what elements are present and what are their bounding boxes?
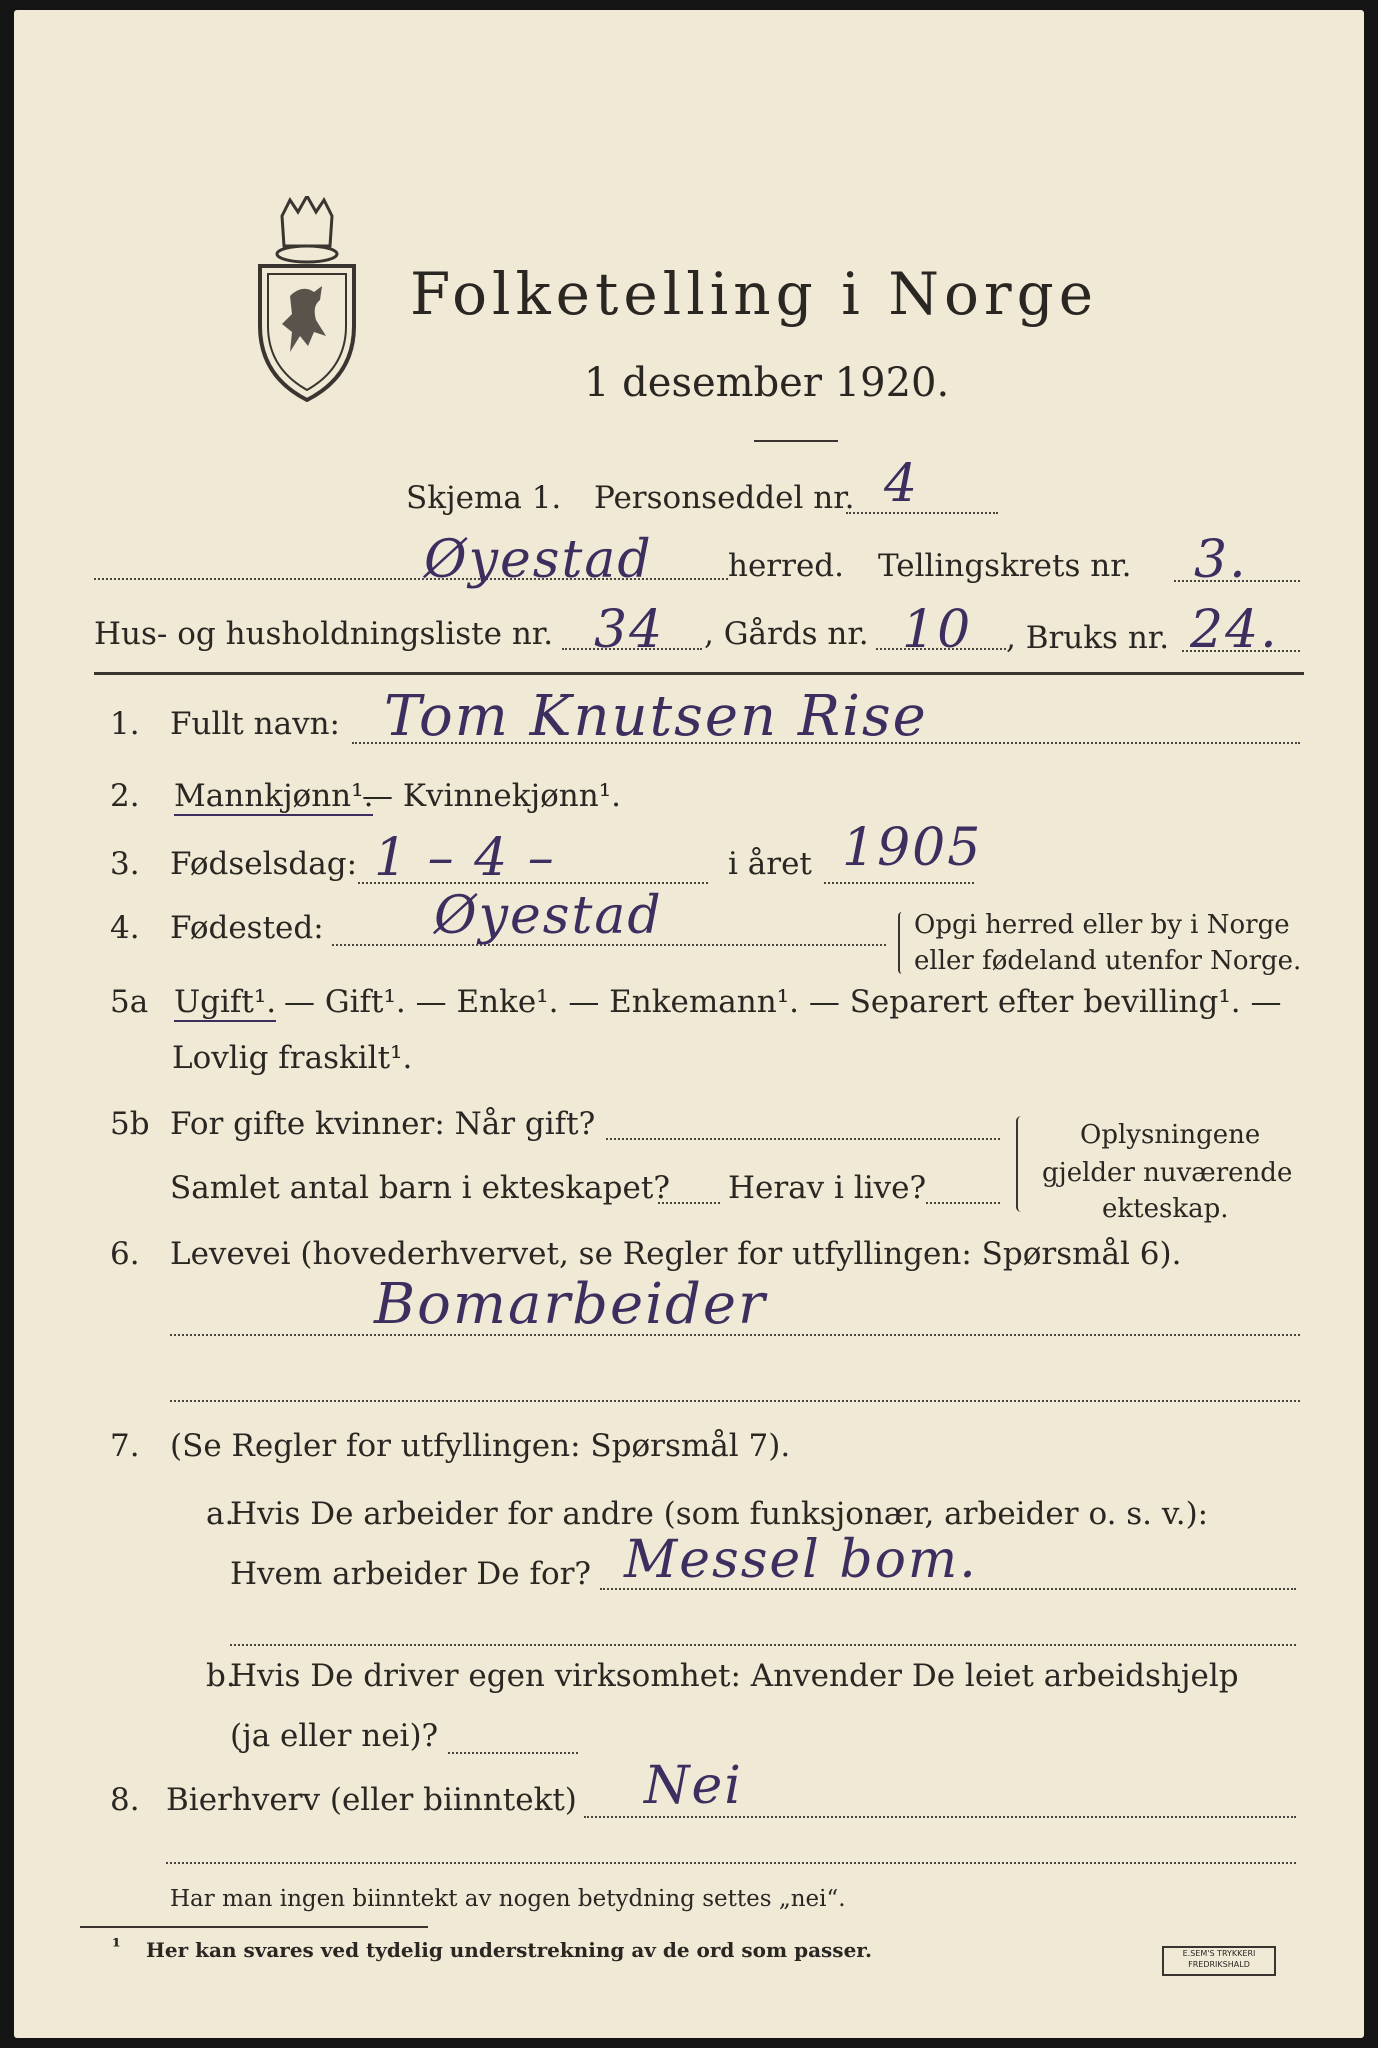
q8-label: Bierhverv (eller biinntekt): [166, 1782, 577, 1818]
census-date: 1 desember 1920.: [584, 360, 950, 406]
q1-label: Fullt navn:: [170, 706, 340, 742]
q6-field-2: [170, 1400, 1300, 1402]
q6-field-1: [170, 1334, 1300, 1336]
tellingskrets-value: 3.: [1194, 530, 1248, 590]
q7b-field: [448, 1752, 578, 1754]
q5b-note-line3: ekteskap.: [1102, 1194, 1229, 1224]
herred-label: herred.: [728, 548, 844, 584]
q8-field: [584, 1816, 1296, 1818]
hus-label: Hus- og husholdningsliste nr.: [94, 616, 554, 652]
q7a-field-2: [230, 1644, 1296, 1646]
bruks-label: , Bruks nr.: [1006, 620, 1170, 656]
q1-value: Tom Knutsen Rise: [384, 684, 928, 749]
printer-stamp: [1162, 1946, 1276, 1976]
gards-label: , Gårds nr.: [704, 616, 869, 652]
q4-note-bracket: [898, 912, 906, 974]
footnote-text: Her kan svares ved tydelig understrekning av de ord som passer.: [146, 1938, 872, 1962]
q8-number: 8.: [110, 1782, 140, 1818]
q5a-number: 5a: [110, 984, 149, 1020]
q2-female: — Kvinnekjønn¹.: [362, 778, 621, 814]
q5b-note-line2: gjelder nuværende: [1042, 1158, 1293, 1188]
q5b-note-bracket: [1016, 1116, 1026, 1212]
gards-value: 10: [902, 600, 973, 660]
q4-value: Øyestad: [434, 886, 663, 946]
q5b-line2b: Herav i live?: [728, 1170, 927, 1206]
header-rule: [94, 672, 1304, 675]
q5b-married-field: [606, 1138, 1000, 1140]
q2-male: Mannkjønn¹.: [174, 778, 374, 814]
q4-number: 4.: [110, 910, 140, 946]
q4-label: Fødested:: [170, 910, 324, 946]
footnote-rule: [80, 1926, 428, 1928]
q5b-number: 5b: [110, 1106, 150, 1142]
q5b-children-field: [658, 1202, 720, 1204]
footer-note: Har man ingen biinntekt av nogen betydning settes „nei“.: [170, 1886, 846, 1912]
personseddel-label: Personseddel nr.: [594, 480, 855, 516]
q5b-line2a: Samlet antal barn i ekteskapet?: [170, 1170, 670, 1206]
q7b-number: b.: [206, 1658, 236, 1694]
q3-year-label: i året: [728, 846, 812, 882]
printer-stamp-line1: E.SEM'S TRYKKERI: [1182, 1949, 1256, 1958]
q4-note-line2: eller fødeland utenfor Norge.: [914, 946, 1302, 976]
q5a-options: — Gift¹. — Enke¹. — Enkemann¹. — Separert efter bevilling¹. —: [284, 984, 1282, 1020]
bruks-value: 24.: [1190, 600, 1279, 660]
personseddel-value: 4: [884, 454, 920, 514]
q7-number: 7.: [110, 1428, 140, 1464]
herred-value: Øyestad: [424, 530, 653, 590]
q7-label: (Se Regler for utfyllingen: Spørsmål 7).: [170, 1428, 791, 1464]
q7a-line1: Hvis De arbeider for andre (som funksjonær, arbeider o. s. v.):: [230, 1496, 1209, 1532]
q7b-line2: (ja eller nei)?: [230, 1718, 439, 1754]
q3-label: Fødselsdag:: [170, 846, 358, 882]
q3-year-value: 1905: [842, 818, 983, 878]
q7b-line1: Hvis De driver egen virksomhet: Anvender De leiet arbeidshjelp: [230, 1658, 1239, 1694]
q2-number: 2.: [110, 778, 140, 814]
q3-number: 3.: [110, 846, 140, 882]
q7a-number: a.: [206, 1496, 235, 1532]
q3-year-field: [824, 882, 974, 884]
q6-label: Levevei (hovederhvervet, se Regler for utfyllingen: Spørsmål 6).: [170, 1236, 1182, 1272]
q5b-alive-field: [926, 1202, 1000, 1204]
title-divider: [754, 440, 838, 442]
norwegian-coat-of-arms-icon: [252, 196, 362, 402]
q5a-line2: Lovlig fraskilt¹.: [172, 1040, 413, 1076]
q3-value: 1 – 4 –: [374, 828, 556, 888]
q6-value: Bomarbeider: [374, 1272, 767, 1337]
q6-number: 6.: [110, 1236, 140, 1272]
footnote-mark: ¹: [112, 1934, 121, 1958]
q8-value: Nei: [644, 1756, 743, 1816]
q5b-line1: For gifte kvinner: Når gift?: [170, 1106, 596, 1142]
form-title: Folketelling i Norge: [410, 260, 1099, 328]
census-form: [14, 10, 1364, 2038]
printer-stamp-line2: FREDRIKSHALD: [1188, 1960, 1250, 1969]
q7a-line2: Hvem arbeider De for?: [230, 1556, 592, 1592]
schema-label: Skjema 1.: [406, 480, 562, 516]
q5b-note-line1: Oplysningene: [1080, 1120, 1261, 1150]
q7a-value: Messel bom.: [624, 1530, 978, 1590]
personseddel-field: [846, 512, 998, 514]
q5a-ugift: Ugift¹.: [174, 984, 277, 1020]
hus-value: 34: [594, 600, 665, 660]
q4-note-line1: Opgi herred eller by i Norge: [914, 910, 1290, 940]
tellingskrets-label: Tellingskrets nr.: [878, 548, 1132, 584]
q1-number: 1.: [110, 706, 140, 742]
q8-field-2: [166, 1862, 1296, 1864]
